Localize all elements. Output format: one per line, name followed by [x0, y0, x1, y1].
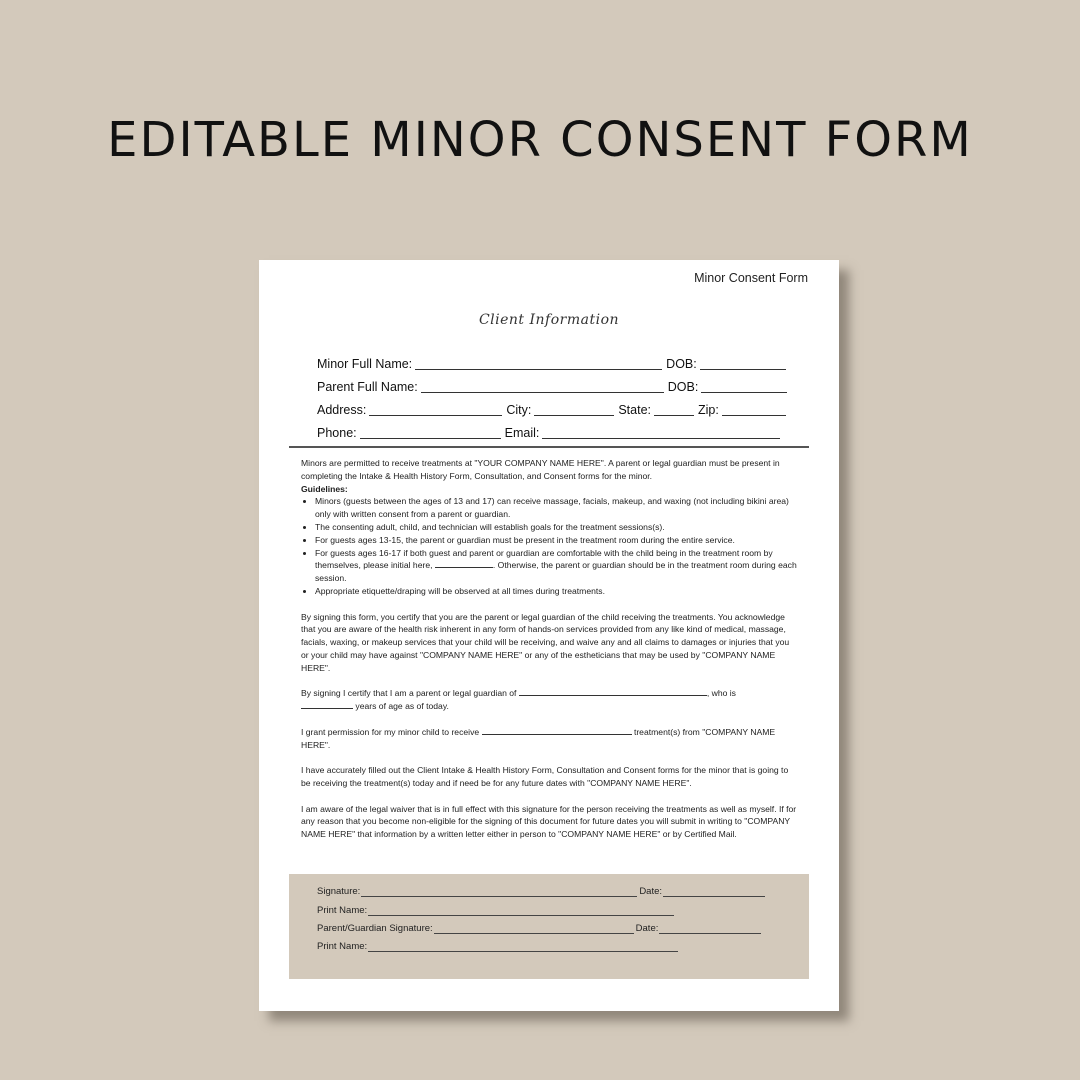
waiver-paragraph: By signing this form, you certify that you are the parent or legal guardian of the child receiving the treatments. You acknowledge that you are aware of the health risk inherent in any form of hands-on services provided from any like kind of medical, massage, facials, waxing, or makeup services that your child will be receiving, and waive any and all claims to damages or injuries that you or your child may have against "COMPANY NAME HERE" or any of the estheticians that may be used by "COMPANY NAME HERE".: [301, 611, 790, 673]
minor-full-name-field[interactable]: [415, 358, 662, 370]
headline: EDITABLE MINOR CONSENT FORM: [107, 112, 973, 168]
form-header-label: Minor Consent Form: [694, 271, 808, 285]
signature-row: [317, 886, 767, 897]
parent-full-name-field[interactable]: [421, 381, 664, 393]
permission-text-a: I grant permission for my minor child to receive: [301, 726, 480, 737]
guidelines-label: Guidelines:: [301, 483, 348, 494]
guideline-item: • For guests ages 13-15, the parent or guardian must be present in the treatment room during the entire service.: [315, 534, 797, 547]
city-label: City:: [506, 402, 532, 417]
phone-field[interactable]: [360, 427, 501, 439]
client-information-fields: [317, 352, 797, 444]
certify-text-b: , who is: [706, 688, 736, 699]
city-field[interactable]: [534, 404, 614, 416]
parent-signature-field[interactable]: [434, 924, 634, 934]
address-field[interactable]: [369, 404, 502, 416]
parent-full-name-label: Parent Full Name:: [317, 379, 418, 394]
consent-body: [301, 457, 797, 854]
legal-paragraph: I am aware of the legal waiver that is in full effect with this signature for the person receiving the treatments as well as myself. If for any reason that you become non-eligible for the signing of this document for future dates you will submit in writing to "COMPANY NAME HERE" that information by a written letter either in person to "COMPANY NAME HERE" or by Certified Mail.: [301, 803, 797, 840]
zip-label: Zip:: [698, 402, 719, 417]
parent-signature-label: Parent/Guardian Signature:: [317, 923, 433, 934]
guideline-item: • Minors (guests between the ages of 13 and 17) can receive massage, facials, makeup, and waxing (not including bikini area) only with written consent from a parent or guardian.: [315, 495, 797, 521]
state-field[interactable]: [654, 404, 694, 416]
print-name-field-2[interactable]: [368, 942, 678, 952]
dob-label: DOB:: [666, 356, 697, 371]
minor-dob-field[interactable]: [700, 358, 786, 370]
email-field[interactable]: [542, 427, 780, 439]
print-name-field[interactable]: [368, 906, 674, 916]
permission-text-b: treatment(s) from "COMPANY NAME HERE".: [301, 726, 776, 750]
email-label: Email:: [504, 425, 540, 440]
print-name-label: Print Name:: [317, 905, 368, 916]
intro-text: Minors are permitted to receive treatments at "YOUR COMPANY NAME HERE". A parent or legal guardian must be present in completing the Intake & Health History Form, Consultation, and Consent forms for the minor.: [301, 458, 780, 481]
guidelines-list: [301, 495, 797, 597]
parent-dob-label: DOB:: [667, 379, 699, 394]
address-label: Address:: [317, 402, 367, 417]
signature-field[interactable]: [361, 887, 637, 897]
guideline-item: • Appropriate etiquette/draping will be observed at all times during treatments.: [315, 585, 797, 598]
print-name-row: [317, 905, 676, 916]
phone-label: Phone:: [317, 425, 357, 440]
filled-paragraph: I have accurately filled out the Client Intake & Health History Form, Consultation and Consent forms for the minor that is going to be receiving the treatment(s) today and if need be for any future dates with "COMPANY NAME HERE".: [301, 765, 789, 788]
initials-field[interactable]: [435, 559, 493, 568]
guideline-4-text-b: . Otherwise, the parent or guardian should be in the treatment room during each session.: [315, 560, 797, 584]
address-row: [317, 398, 797, 421]
form-page: [259, 260, 839, 1011]
date-label: Date:: [639, 886, 663, 897]
certify-text-c: years of age as of today.: [355, 701, 449, 712]
state-label: State:: [618, 402, 652, 417]
treatment-field[interactable]: [482, 726, 632, 735]
date-field[interactable]: [663, 887, 765, 897]
permission-paragraph: [301, 726, 797, 752]
parent-date-label: Date:: [635, 923, 659, 934]
certify-paragraph: [301, 687, 797, 713]
signature-block: [289, 874, 809, 979]
child-age-field[interactable]: [301, 700, 353, 709]
print-name-label-2: Print Name:: [317, 941, 368, 952]
guideline-4-text-a: For guests ages 16-17 if both guest and parent or guardian are comfortable with the child being in the treatment room by themselves, please initial here,: [315, 547, 773, 571]
parent-signature-row: [317, 923, 763, 934]
print-name-row-2: [317, 941, 680, 952]
zip-field[interactable]: [722, 404, 786, 416]
parent-date-field[interactable]: [659, 924, 761, 934]
minor-full-name-label: Minor Full Name:: [317, 356, 413, 371]
child-name-field[interactable]: [519, 687, 707, 696]
section-divider: [289, 446, 809, 448]
phone-row: [317, 421, 797, 444]
section-title: Client Information: [478, 312, 620, 328]
signature-label: Signature:: [317, 886, 361, 897]
guideline-item-initials: [315, 547, 797, 585]
guideline-item: • The consenting adult, child, and technician will establish goals for the treatment sessions(s).: [315, 521, 797, 534]
parent-dob-field[interactable]: [701, 381, 787, 393]
certify-text-a: By signing I certify that I am a parent or legal guardian of: [301, 688, 517, 699]
minor-name-row: [317, 352, 797, 375]
parent-name-row: [317, 375, 797, 398]
